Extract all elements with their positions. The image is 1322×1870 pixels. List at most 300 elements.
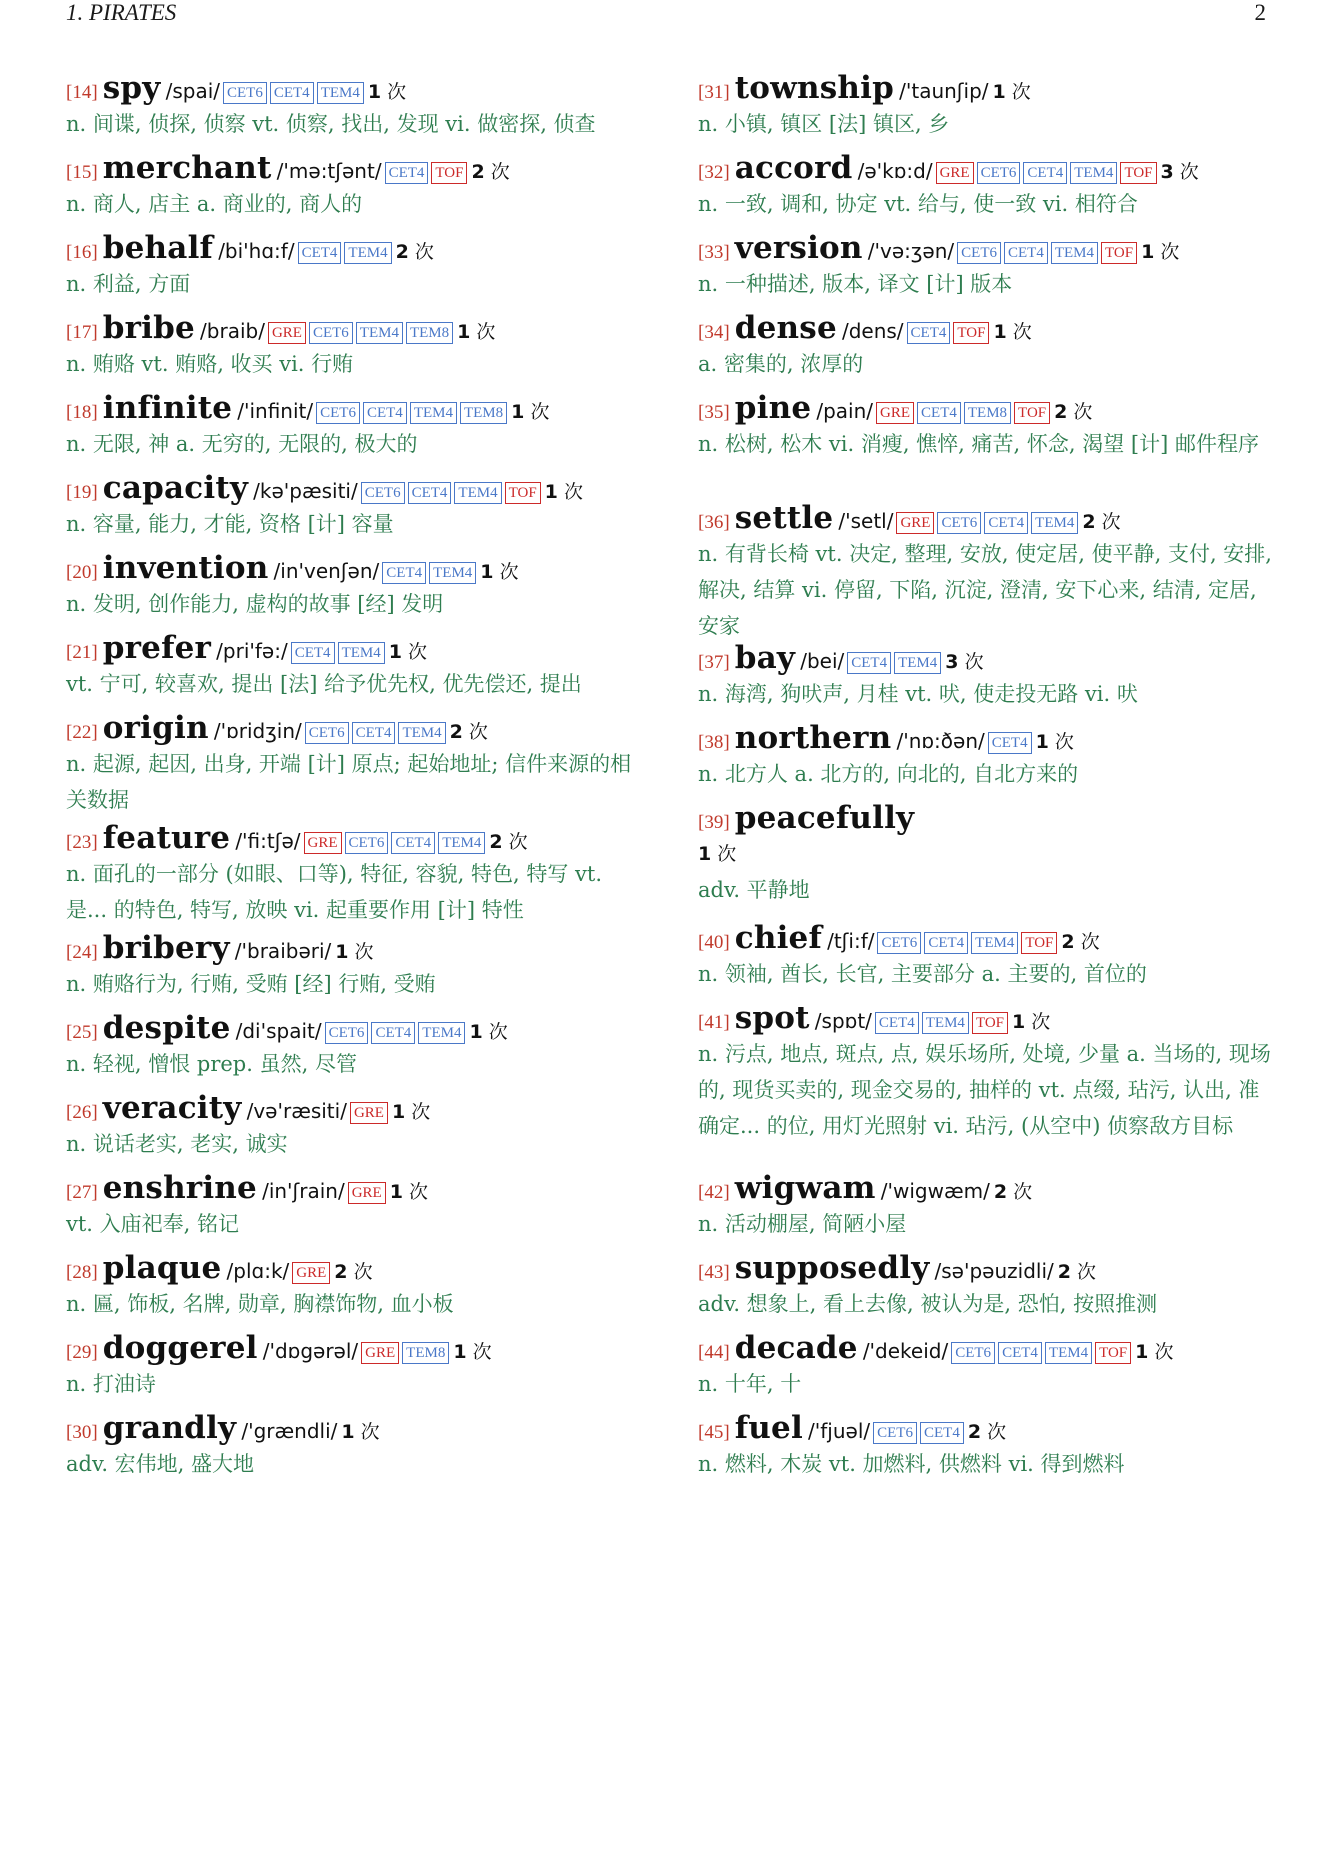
exam-tag: TEM4 [356, 322, 403, 344]
count-number: 1 [480, 561, 494, 583]
exam-tag: TEM8 [460, 402, 507, 424]
headword: invention [102, 550, 269, 586]
headword: decade [734, 1330, 858, 1366]
occurrence-count [368, 81, 406, 103]
entry-headline [66, 390, 646, 426]
entry-index: [38] [698, 732, 730, 753]
exam-tag: CET6 [957, 242, 1001, 264]
definition: n. 发明, 创作能力, 虚构的故事 [经] 发明 [66, 592, 444, 616]
count-unit: 次 [1077, 1261, 1097, 1283]
exam-tag: TEM8 [406, 322, 453, 344]
phonetic: /'dɒgərəl/ [262, 1339, 359, 1363]
exam-tag: GRE [304, 832, 342, 854]
definition: n. 贿赂行为, 行贿, 受贿 [经] 行贿, 受贿 [66, 972, 436, 996]
entry-index: [16] [66, 242, 98, 263]
count-unit: 次 [1154, 1341, 1174, 1363]
definition: n. 一种描述, 版本, 译文 [计] 版本 [698, 272, 1013, 296]
entry-index: [30] [66, 1422, 98, 1443]
exam-tag: TEM8 [402, 1342, 449, 1364]
occurrence-count [390, 1181, 428, 1203]
exam-tag: CET4 [988, 732, 1032, 754]
exam-tag: TOF [505, 482, 541, 504]
exam-tag: CET4 [917, 402, 961, 424]
count-number: 1 [388, 641, 402, 663]
occurrence-count [469, 1021, 507, 1043]
phonetic: /'mə:tʃənt/ [276, 159, 382, 183]
definition: n. 轻视, 憎恨 prep. 虽然, 尽管 [66, 1052, 357, 1076]
word-entry [698, 1330, 1278, 1402]
phonetic: /spai/ [165, 79, 220, 103]
exam-tag: CET4 [363, 402, 407, 424]
definition: n. 一致, 调和, 协定 vt. 给与, 使一致 vi. 相符合 [698, 192, 1138, 216]
count-unit: 次 [472, 1341, 492, 1363]
headword: merchant [102, 150, 272, 186]
occurrence-count [968, 1421, 1006, 1443]
headword: chief [734, 920, 822, 956]
entry-headline [66, 1090, 646, 1126]
word-entry [66, 1330, 646, 1402]
exam-tag: CET4 [920, 1422, 964, 1444]
exam-tag: CET4 [385, 162, 429, 184]
definition: vt. 宁可, 较喜欢, 提出 [法] 给予优先权, 优先偿还, 提出 [66, 672, 582, 696]
headword: settle [734, 500, 834, 536]
entry-headline [66, 1410, 646, 1446]
headword: infinite [102, 390, 233, 426]
exam-tag: CET6 [951, 1342, 995, 1364]
occurrence-count [453, 1341, 491, 1363]
count-unit: 次 [499, 561, 519, 583]
word-entry [66, 390, 646, 462]
headword: northern [734, 720, 892, 756]
definition: vt. 入庙祀奉, 铭记 [66, 1212, 240, 1236]
count-unit: 次 [353, 1261, 373, 1283]
exam-tag: CET6 [316, 402, 360, 424]
definition: n. 打油诗 [66, 1372, 156, 1396]
exam-tag: TOF [1021, 932, 1057, 954]
word-entry [698, 920, 1278, 992]
count-unit: 次 [411, 1101, 431, 1123]
entry-headline [66, 1330, 646, 1366]
entry-headline [698, 800, 1278, 836]
definition: n. 间谍, 侦探, 侦察 vt. 侦察, 找出, 发现 vi. 做密探, 侦查 [66, 112, 596, 136]
phonetic: /'setl/ [838, 509, 894, 533]
phonetic: /sə'pəuzidli/ [934, 1259, 1054, 1283]
count-number: 3 [945, 651, 959, 673]
phonetic: /braib/ [200, 319, 265, 343]
word-entry [698, 1000, 1278, 1144]
count-number: 2 [1057, 1261, 1071, 1283]
definition: n. 小镇, 镇区 [法] 镇区, 乡 [698, 112, 950, 136]
headword: supposedly [734, 1250, 930, 1286]
count-unit: 次 [1073, 401, 1093, 423]
occurrence-count [1141, 241, 1179, 263]
exam-tag: CET6 [305, 722, 349, 744]
headword: accord [734, 150, 853, 186]
word-entry [66, 630, 646, 702]
exam-tag: GRE [361, 1342, 399, 1364]
count-unit: 次 [387, 81, 407, 103]
phonetic: /kə'pæsiti/ [253, 479, 358, 503]
definition: n. 起源, 起因, 出身, 开端 [计] 原点; 起始地址; 信件来源的相关数据 [66, 752, 632, 812]
headword: prefer [102, 630, 212, 666]
occurrence-count [471, 161, 509, 183]
exam-tag: CET6 [977, 162, 1021, 184]
word-entry [66, 310, 646, 382]
occurrence-count [341, 1421, 379, 1443]
entry-headline [66, 930, 646, 966]
exam-tag: TEM8 [964, 402, 1011, 424]
phonetic: /'ɒridʒin/ [213, 719, 302, 743]
exam-tag: CET4 [1004, 242, 1048, 264]
word-entry [66, 1170, 646, 1242]
exam-tag: CET6 [325, 1022, 369, 1044]
count-number: 1 [469, 1021, 483, 1043]
headword: spy [102, 70, 161, 106]
count-number: 1 [511, 401, 525, 423]
definition: n. 领袖, 酋长, 长官, 主要部分 a. 主要的, 首位的 [698, 962, 1147, 986]
phonetic: /'wigwæm/ [880, 1179, 990, 1203]
chapter-title: 1. PIRATES [66, 0, 177, 25]
count-number: 1 [993, 321, 1007, 343]
entry-headline [698, 1170, 1278, 1206]
count-number: 1 [544, 481, 558, 503]
entry-headline [66, 550, 646, 586]
word-entry [698, 1250, 1278, 1322]
occurrence-count [1082, 511, 1120, 533]
occurrence-count [1036, 731, 1074, 753]
entry-index: [24] [66, 942, 98, 963]
phonetic: /pain/ [816, 399, 874, 423]
exam-tag: CET6 [361, 482, 405, 504]
entry-index: [29] [66, 1342, 98, 1363]
phonetic: /'fi:tʃə/ [235, 829, 301, 853]
exam-tag: CET4 [298, 242, 342, 264]
count-unit: 次 [1031, 1011, 1051, 1033]
entry-index: [22] [66, 722, 98, 743]
count-unit: 次 [717, 843, 737, 865]
headword: despite [102, 1010, 231, 1046]
occurrence-count [396, 241, 434, 263]
phonetic: /plɑ:k/ [226, 1259, 290, 1283]
headword: peacefully [734, 800, 915, 836]
count-unit: 次 [360, 1421, 380, 1443]
phonetic: /ə'kɒ:d/ [857, 159, 933, 183]
entry-index: [37] [698, 652, 730, 673]
entry-headline [66, 630, 646, 666]
count-number: 1 [698, 843, 712, 865]
exam-tag: CET4 [371, 1022, 415, 1044]
phonetic: /in'venʃən/ [273, 559, 380, 583]
word-entry [698, 1170, 1278, 1242]
exam-tag: GRE [896, 512, 934, 534]
exam-tag: TOF [431, 162, 467, 184]
headword: enshrine [102, 1170, 257, 1206]
word-entry [66, 1010, 646, 1082]
phonetic: /di'spait/ [235, 1019, 322, 1043]
count-number: 2 [334, 1261, 348, 1283]
count-number: 1 [341, 1421, 355, 1443]
count-unit: 次 [490, 161, 510, 183]
phonetic: /'taunʃip/ [899, 79, 989, 103]
exam-tag: TEM4 [438, 832, 485, 854]
entry-index: [18] [66, 402, 98, 423]
count-number: 2 [993, 1181, 1008, 1203]
entry-count-line [698, 836, 1278, 872]
occurrence-count [1054, 401, 1092, 423]
count-number: 1 [1135, 1341, 1149, 1363]
occurrence-count [450, 721, 488, 743]
entry-headline [66, 1010, 646, 1046]
occurrence-count [511, 401, 549, 423]
exam-tag: GRE [268, 322, 306, 344]
count-unit: 次 [409, 1181, 429, 1203]
count-number: 2 [1061, 931, 1075, 953]
phonetic: /'dekeid/ [862, 1339, 949, 1363]
occurrence-count [480, 561, 518, 583]
entry-headline [66, 1250, 646, 1286]
exam-tag: TEM4 [317, 82, 364, 104]
occurrence-count [489, 831, 527, 853]
page-number: 2 [1254, 0, 1266, 25]
exam-tag: CET4 [352, 722, 396, 744]
exam-tag: CET4 [907, 322, 951, 344]
entry-index: [23] [66, 832, 98, 853]
entry-headline [66, 150, 646, 186]
definition: n. 海湾, 狗吠声, 月桂 vt. 吠, 使走投无路 vi. 吠 [698, 682, 1138, 706]
entry-index: [35] [698, 402, 730, 423]
word-entry [66, 710, 646, 818]
count-unit: 次 [476, 321, 496, 343]
occurrence-count [334, 1261, 372, 1283]
exam-tag: TEM4 [338, 642, 385, 664]
exam-tag: CET4 [391, 832, 435, 854]
count-number: 1 [389, 1181, 403, 1203]
occurrence-count [392, 1101, 430, 1123]
count-unit: 次 [530, 401, 550, 423]
entry-index: [34] [698, 322, 730, 343]
exam-tag: CET4 [1023, 162, 1067, 184]
entry-headline [698, 390, 1278, 426]
word-entry [698, 70, 1278, 142]
entry-index: [19] [66, 482, 98, 503]
word-entry [698, 390, 1278, 462]
occurrence-count [545, 481, 583, 503]
exam-tag: CET4 [924, 932, 968, 954]
word-entry [66, 230, 646, 302]
definition: n. 面孔的一部分 (如眼、口等), 特征, 容貌, 特色, 特写 vt. 是... 的特色, 特写, 放映 vi. 起重要作用 [计] 特性 [66, 862, 602, 922]
exam-tag: TEM4 [344, 242, 391, 264]
word-entry [698, 500, 1278, 644]
definition: n. 北方人 a. 北方的, 向北的, 自北方来的 [698, 762, 1079, 786]
exam-tag: GRE [348, 1182, 386, 1204]
exam-tag: TEM4 [1031, 512, 1078, 534]
phonetic: /və'ræsiti/ [246, 1099, 347, 1123]
count-number: 2 [449, 721, 463, 743]
entry-headline [698, 1410, 1278, 1446]
phonetic: /'və:ʒən/ [867, 239, 955, 263]
count-number: 3 [1160, 161, 1174, 183]
word-entry [698, 1410, 1278, 1482]
count-number: 2 [395, 241, 409, 263]
definition: n. 有背长椅 vt. 决定, 整理, 安放, 使定居, 使平静, 支付, 安排, 解决, 结算 vi. 停留, 下陷, 沉淀, 澄清, 安下心来, 结清, 定居, 安家 [698, 542, 1272, 638]
count-number: 2 [1082, 511, 1096, 533]
exam-tag: TEM4 [894, 652, 941, 674]
entry-headline [698, 720, 1278, 756]
word-entry [66, 150, 646, 222]
count-unit: 次 [408, 641, 428, 663]
count-number: 1 [1141, 241, 1155, 263]
count-number: 2 [471, 161, 485, 183]
count-unit: 次 [964, 651, 984, 673]
headword: township [734, 70, 895, 106]
occurrence-count [335, 941, 373, 963]
headword: grandly [102, 1410, 237, 1446]
definition: n. 利益, 方面 [66, 272, 191, 296]
headword: pine [734, 390, 812, 426]
entry-index: [44] [698, 1342, 730, 1363]
count-number: 1 [1012, 1011, 1026, 1033]
exam-tag: CET4 [270, 82, 314, 104]
entry-headline [698, 1330, 1278, 1366]
definition: a. 密集的, 浓厚的 [698, 352, 864, 376]
count-unit: 次 [1080, 931, 1100, 953]
phonetic: /in'ʃrain/ [262, 1179, 345, 1203]
count-unit: 次 [508, 831, 528, 853]
occurrence-count [993, 321, 1031, 343]
exam-tag: CET4 [408, 482, 452, 504]
exam-tag: TOF [1095, 1342, 1131, 1364]
entry-index: [40] [698, 932, 730, 953]
occurrence-count [945, 651, 983, 673]
headword: bribe [102, 310, 195, 346]
count-unit: 次 [468, 721, 488, 743]
count-unit: 次 [1013, 1181, 1033, 1203]
entry-index: [31] [698, 82, 730, 103]
headword: bay [734, 640, 796, 676]
headword: bribery [102, 930, 230, 966]
entry-headline [698, 640, 1278, 676]
exam-tag: CET6 [873, 1422, 917, 1444]
definition: n. 容量, 能力, 才能, 资格 [计] 容量 [66, 512, 394, 536]
count-unit: 次 [414, 241, 434, 263]
word-entry [698, 640, 1278, 712]
count-number: 1 [367, 81, 382, 103]
headword: fuel [734, 1410, 803, 1446]
phonetic: /bei/ [800, 649, 845, 673]
headword: plaque [102, 1250, 222, 1286]
entry-index: [36] [698, 512, 730, 533]
headword: spot [734, 1000, 810, 1036]
phonetic: /tʃi:f/ [827, 929, 875, 953]
entry-index: [17] [66, 322, 98, 343]
definition: n. 污点, 地点, 斑点, 点, 娱乐场所, 处境, 少量 a. 当场的, 现场的, 现货买卖的, 现金交易的, 抽样的 vt. 点缀, 玷污, 认出, 准确定... 的位, 用灯光照射 vi. 玷污, (从空中) 侦察敌方目标 [698, 1042, 1271, 1138]
word-entry [698, 720, 1278, 792]
exam-tag: TOF [1101, 242, 1137, 264]
entry-index: [20] [66, 562, 98, 583]
count-unit: 次 [1101, 511, 1121, 533]
definition: n. 说话老实, 老实, 诚实 [66, 1132, 288, 1156]
exam-tag: CET6 [309, 322, 353, 344]
headword: behalf [102, 230, 214, 266]
count-number: 2 [967, 1421, 982, 1443]
definition: n. 贿赂 vt. 贿赂, 收买 vi. 行贿 [66, 352, 354, 376]
exam-tag: TOF [1120, 162, 1156, 184]
exam-tag: CET4 [875, 1012, 919, 1034]
exam-tag: CET4 [847, 652, 891, 674]
entry-index: [15] [66, 162, 98, 183]
phonetic: /'grændli/ [241, 1419, 338, 1443]
entry-index: [32] [698, 162, 730, 183]
entry-headline [66, 1170, 646, 1206]
headword: dense [734, 310, 837, 346]
entry-index: [14] [66, 82, 98, 103]
entry-index: [21] [66, 642, 98, 663]
headword: wigwam [734, 1170, 876, 1206]
phonetic: /'fjuəl/ [808, 1419, 871, 1443]
definition: n. 匾, 饰板, 名牌, 勋章, 胸襟饰物, 血小板 [66, 1292, 454, 1316]
occurrence-count [994, 1181, 1032, 1203]
entry-headline [698, 230, 1278, 266]
definition: adv. 想象上, 看上去像, 被认为是, 恐怕, 按照推测 [698, 1292, 1158, 1316]
occurrence-count [1135, 1341, 1173, 1363]
phonetic: /dens/ [841, 319, 904, 343]
entry-headline [698, 310, 1278, 346]
count-number: 1 [1035, 731, 1049, 753]
entry-index: [28] [66, 1262, 98, 1283]
entry-index: [25] [66, 1022, 98, 1043]
headword: capacity [102, 470, 249, 506]
word-entry [698, 800, 1278, 908]
phonetic: /'infinit/ [237, 399, 314, 423]
entry-headline [66, 310, 646, 346]
entry-index: [27] [66, 1182, 98, 1203]
page-header [66, 0, 1266, 30]
exam-tag: TEM4 [1070, 162, 1117, 184]
entry-headline [66, 470, 646, 506]
exam-tag: GRE [350, 1102, 388, 1124]
definition: adv. 宏伟地, 盛大地 [66, 1452, 255, 1476]
occurrence-count [1161, 161, 1199, 183]
entry-headline [698, 1000, 1278, 1036]
exam-tag: TOF [972, 1012, 1008, 1034]
word-entry [66, 1090, 646, 1162]
exam-tag: TEM4 [418, 1022, 465, 1044]
entry-headline [66, 70, 646, 106]
exam-tag: GRE [876, 402, 914, 424]
entry-headline [66, 710, 646, 746]
exam-tag: CET6 [345, 832, 389, 854]
entry-index: [41] [698, 1012, 730, 1033]
headword: origin [102, 710, 209, 746]
count-unit: 次 [1179, 161, 1199, 183]
count-number: 1 [992, 81, 1006, 103]
count-unit: 次 [1054, 731, 1074, 753]
exam-tag: TEM4 [398, 722, 445, 744]
exam-tag: CET6 [877, 932, 921, 954]
occurrence-count [1012, 1011, 1050, 1033]
entry-index: [42] [698, 1182, 730, 1203]
count-unit: 次 [987, 1421, 1007, 1443]
entry-index: [43] [698, 1262, 730, 1283]
count-number: 1 [453, 1341, 467, 1363]
count-number: 2 [1054, 401, 1068, 423]
definition: n. 商人, 店主 a. 商业的, 商人的 [66, 192, 363, 216]
entry-index: [45] [698, 1422, 730, 1443]
exam-tag: CET4 [998, 1342, 1042, 1364]
entry-headline [698, 70, 1278, 106]
word-entry [66, 550, 646, 622]
occurrence-count [389, 641, 427, 663]
